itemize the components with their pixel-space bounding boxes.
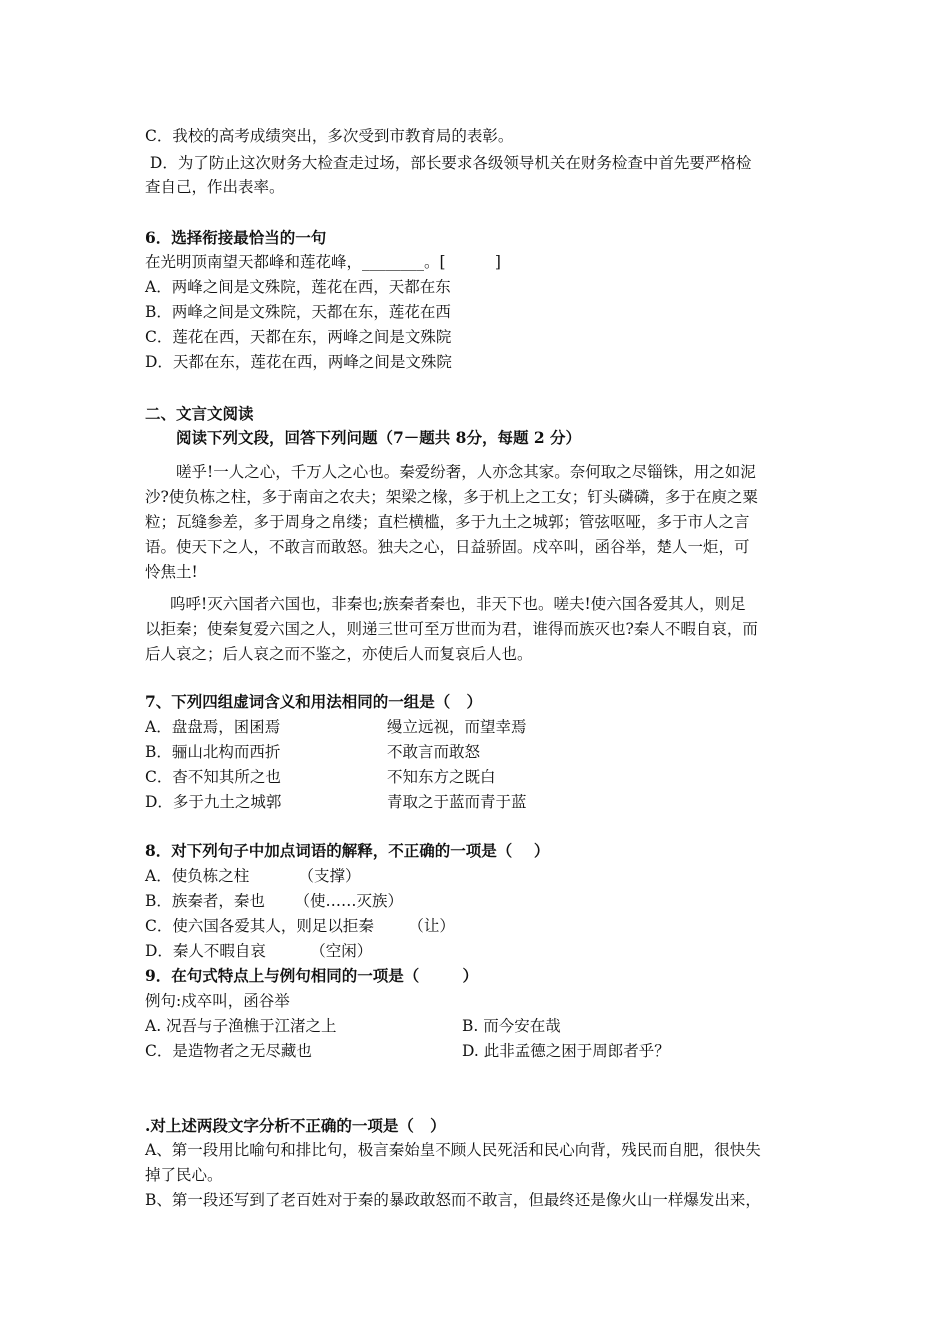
q6-option-a: A．两峰之间是文殊院，莲花在西，天都在东	[145, 278, 451, 296]
q6-option-b: B．两峰之间是文殊院，天都在东，莲花在西	[145, 303, 451, 321]
q8-title: 8．对下列句子中加点词语的解释，不正确的一项是（ ）	[145, 841, 550, 860]
q9-option-d: D. 此非孟德之困于周郎者乎？	[462, 1042, 670, 1060]
q5-option-d-line1: D．为了防止这次财务大检查走过场，部长要求各级领导机关在财务检查中首先要严格检	[145, 154, 752, 172]
q7-option-d-right: 青取之于蓝而青于蓝	[387, 793, 527, 811]
q10-title: .对上述两段文字分析不正确的一项是（ ）	[145, 1116, 446, 1135]
passage-1-line5: 怜焦土!	[145, 563, 198, 581]
q7-option-b-right: 不敢言而敢怒	[387, 743, 481, 761]
q6-stem: 在光明顶南望天都峰和莲花峰，________。[ ]	[145, 253, 501, 271]
q9-option-a: A. 况吾与子渔樵于江渚之上	[145, 1017, 337, 1035]
q7-option-a-right: 缦立远视，而望幸焉	[387, 718, 527, 736]
q8-option-a: A．使负栋之柱 （支撑）	[145, 867, 361, 885]
passage-2-line1: 呜呼!灭六国者六国也，非秦也;族秦者秦也，非天下也。嗟夫!使六国各爱其人，则足	[170, 595, 746, 613]
q9-option-b: B. 而今安在哉	[462, 1017, 561, 1035]
q7-option-b-left: B．骊山北构而西折	[145, 743, 281, 761]
q7-option-c-left: C．杳不知其所之也	[145, 768, 281, 786]
q6-title: 6．选择衔接最恰当的一句	[145, 228, 327, 247]
q5-option-c: C．我校的高考成绩突出，多次受到市教育局的表彰。	[145, 127, 514, 145]
section-2-heading: 二、文言文阅读	[145, 404, 254, 423]
q7-title: 7、下列四组虚词含义和用法相同的一组是（ ）	[145, 692, 482, 711]
section-2-instruction: 阅读下列文段，回答下列问题（7－题共 8分，每题 2 分）	[176, 428, 582, 447]
q6-option-c: C．莲花在西，天都在东，两峰之间是文殊院	[145, 328, 452, 346]
q6-option-d: D．天都在东，莲花在西，两峰之间是文殊院	[145, 353, 452, 371]
passage-1-line1: 嗟乎!一人之心，千万人之心也。秦爱纷奢，人亦念其家。奈何取之尽锱铢，用之如泥	[176, 463, 756, 481]
passage-1-line2: 沙?使负栋之柱，多于南亩之农夫；架梁之椽，多于机上之工女；钉头磷磷，多于在庾之粟	[145, 488, 758, 506]
passage-1-line3: 粒；瓦缝参差，多于周身之帛缕；直栏横槛，多于九土之城郭；管弦呕哑，多于市人之言	[145, 513, 750, 531]
passage-2-line3: 后人哀之；后人哀之而不鉴之，亦使后人而复哀后人也。	[145, 645, 533, 663]
q7-option-c-right: 不知东方之既白	[387, 768, 496, 786]
q8-option-d: D．秦人不暇自哀 （空闲）	[145, 942, 373, 960]
q9-title: 9．在句式特点上与例句相同的一项是（ ）	[145, 966, 478, 985]
q10-option-b-line1: B、第一段还写到了老百姓对于秦的暴政敢怒而不敢言，但最终还是像火山一样爆发出来，	[145, 1191, 761, 1209]
passage-2-line2: 以拒秦；使秦复爱六国之人，则递三世可至万世而为君，谁得而族灭也?秦人不暇自哀，而	[145, 620, 758, 638]
passage-1-line4: 语。使天下之人，不敢言而敢怒。独夫之心，日益骄固。戍卒叫，函谷举，楚人一炬，可	[145, 538, 750, 556]
q9-example: 例句:戍卒叫，函谷举	[145, 992, 290, 1010]
q8-option-b: B．族秦者，秦也 （使……灭族）	[145, 892, 403, 910]
q5-option-d-line2: 查自己，作出表率。	[145, 178, 285, 196]
q9-option-c: C．是造物者之无尽藏也	[145, 1042, 312, 1060]
q8-option-c: C．使六国各爱其人，则足以拒秦 （让）	[145, 917, 455, 935]
q10-option-a-line1: A、第一段用比喻句和排比句，极言秦始皇不顾人民死活和民心向背，残民而自肥，很快失	[145, 1141, 761, 1159]
q7-option-a-left: A．盘盘焉，囷囷焉	[145, 718, 281, 736]
q10-option-a-line2: 掉了民心。	[145, 1166, 223, 1184]
q7-option-d-left: D．多于九土之城郭	[145, 793, 282, 811]
